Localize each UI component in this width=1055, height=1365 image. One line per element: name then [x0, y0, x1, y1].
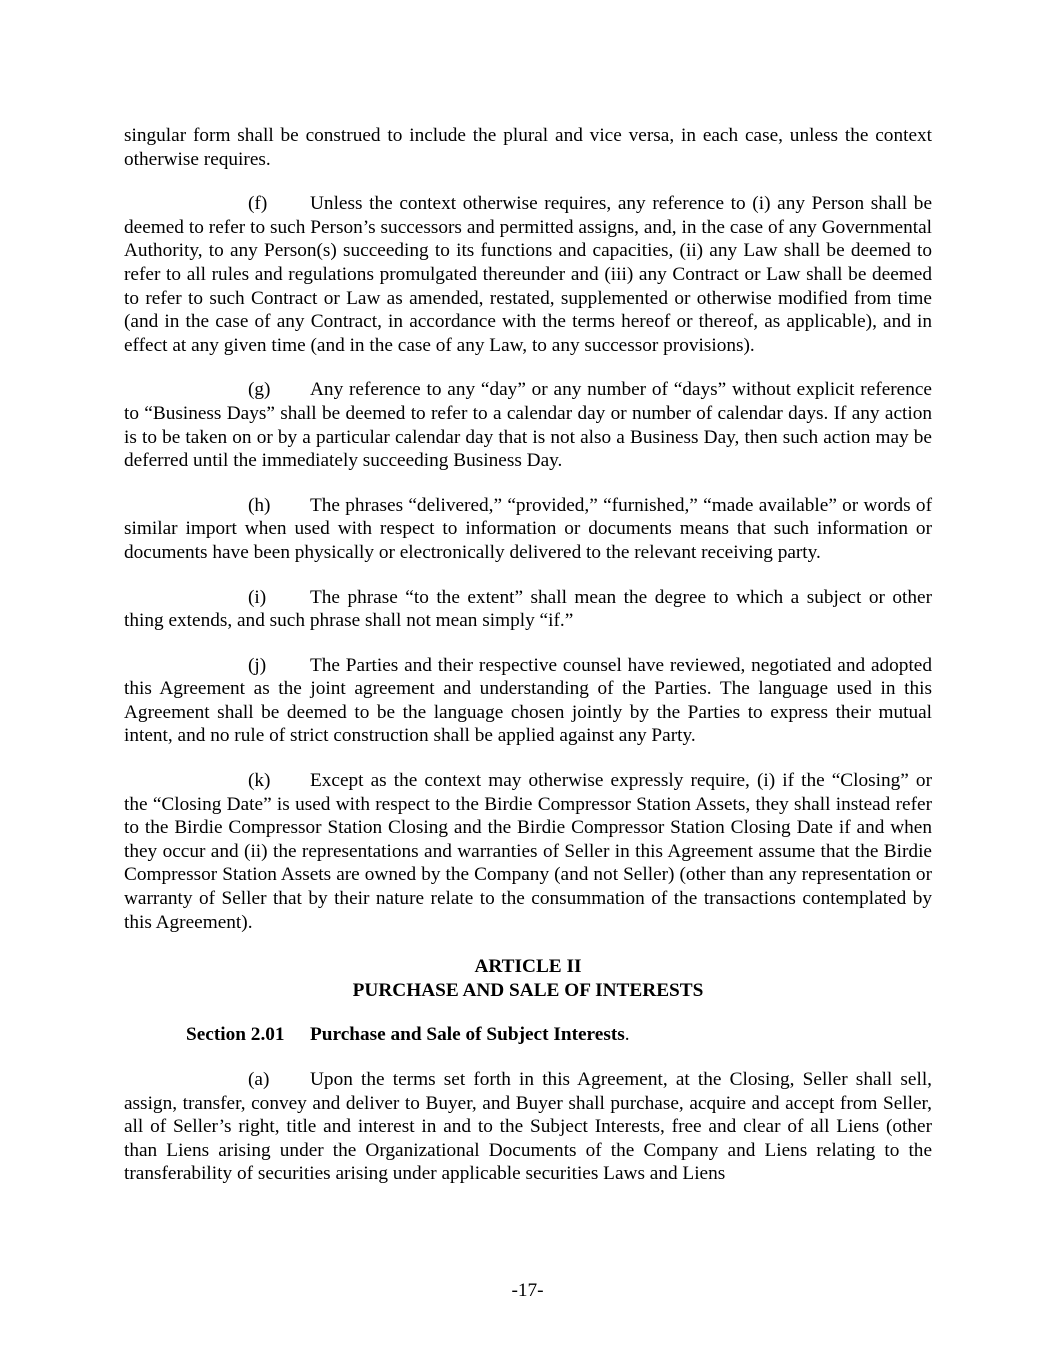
paragraph-text: The phrases “delivered,” “provided,” “furnished,” “made available” or words of similar import when used with respect to information or documents means that such information or documents have been physically or electronically delivered to the relevant receiving party. — [124, 494, 932, 563]
article-heading — [124, 955, 932, 1002]
paragraph-k — [124, 769, 932, 934]
paragraph-text: The phrase “to the extent” shall mean the degree to which a subject or other thing extends, and such phrase shall not mean simply “if.” — [124, 586, 932, 632]
paragraph-h — [124, 494, 932, 565]
paragraph-g — [124, 378, 932, 472]
article-number: ARTICLE II — [474, 956, 582, 978]
paragraph-j — [124, 654, 932, 748]
document-page — [124, 124, 932, 1186]
paragraph-label: (g) — [248, 379, 271, 401]
paragraph-i — [124, 586, 932, 633]
paragraph-f — [124, 192, 932, 357]
paragraph-label: (a) — [248, 1069, 270, 1090]
paragraph-label: (i) — [248, 586, 267, 608]
paragraph-text: Unless the context otherwise requires, any reference to (i) any Person shall be deemed to refer to such Person’s successors and permitted assigns, and, in the case of any Governmental Authority, to any Person(s) succeeding to its functions and capacities, (ii) any Law shall be deemed to refer to all rules and regulations promulgated thereunder and (iii) any Contract or Law shall be deemed to refer to such Contract or Law as amended, restated, supplemented or otherwise modified from time (and in the case of any Contract, in accordance with the terms hereof or thereof, as applicable), and in effect at any given time (and in the case of any Law, to any successor provisions). — [124, 193, 932, 356]
paragraph-label: (f) — [248, 193, 268, 215]
paragraph-text: Upon the terms set forth in this Agreement, at the Closing, Seller shall sell, assign, transfer, convey and deliver to Buyer, and Buyer shall purchase, acquire and accept from Seller, all of Seller’s right, title and interest in and to the Subject Interests, free and clear of all Liens (other than Liens arising under the Organizational Documents of the Company and Liens relating to the transferability of securities arising under applicable securities Laws and Liens — [124, 1069, 932, 1185]
paragraph-label: (j) — [248, 654, 267, 676]
paragraph-section-a — [124, 1068, 932, 1186]
paragraph-text: The Parties and their respective counsel have reviewed, negotiated and adopted this Agreement as the joint agreement and understanding of the Parties. The language used in this Agreement shall be deemed to be the language chosen jointly by the Parties to express their mutual intent, and no rule of strict construction shall be applied against any Party. — [124, 654, 932, 747]
article-title: PURCHASE AND SALE OF INTERESTS — [352, 979, 704, 1001]
section-period: . — [624, 1024, 630, 1046]
paragraph-continuation: singular form shall be construed to include the plural and vice versa, in each case, unless the context otherwise requires. — [124, 125, 932, 170]
paragraph-text: Any reference to any “day” or any number of “days” without explicit reference to “Business Days” shall be deemed to refer to a calendar day or number of calendar days. If any action is to be taken on or by a particular calendar day that is not also a Business Day, then such action may be deferred until the immediately succeeding Business Day. — [124, 379, 932, 472]
section-number: Section 2.01 — [186, 1024, 285, 1046]
section-heading — [186, 1023, 932, 1047]
paragraph-text: Except as the context may otherwise expressly require, (i) if the “Closing” or the “Closing Date” is used with respect to the Birdie Compressor Station Assets, they shall instead refer to the Birdie Compressor Station Closing and the Birdie Compressor Station Closing Date if and when they occur and (ii) the representations and warranties of Seller in this Agreement assume that the Birdie Compressor Station Assets are owned by the Company (and not Seller) (other than any representation or warranty of Seller that by their nature relate to the consummation of the transactions contemplated by this Agreement). — [124, 770, 932, 933]
page-number: -17- — [511, 1280, 544, 1301]
section-title: Purchase and Sale of Subject Interests — [310, 1024, 625, 1046]
paragraph-label: (k) — [248, 770, 271, 792]
paragraph-label: (h) — [248, 494, 271, 516]
